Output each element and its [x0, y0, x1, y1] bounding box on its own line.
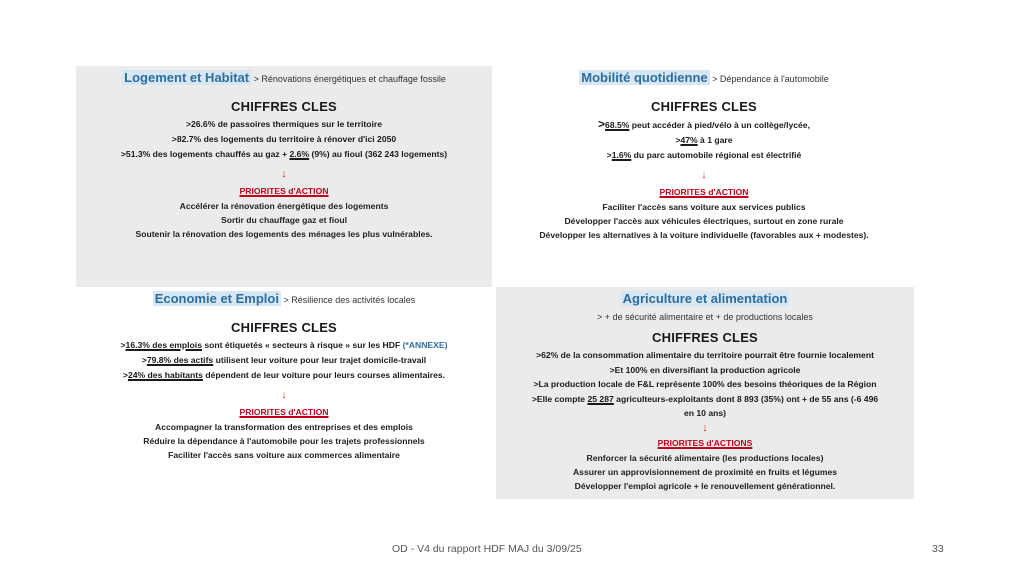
agriculture-stat-4: >Elle compte 25 287 agriculteurs-exploitants dont 8 893 (35%) ont + de 55 ans (-6 496 [531, 393, 879, 404]
panel-mobilite [496, 66, 912, 287]
panel-agriculture [496, 287, 914, 499]
agriculture-stat-4-cont: en 10 ans) [683, 408, 727, 418]
panel-economie [76, 287, 492, 502]
panel-logement [76, 66, 492, 287]
agriculture-stats [496, 348, 914, 421]
logement-action-2: Sortir du chauffage gaz et fioul [220, 215, 348, 225]
logement-stat-3: >51.3% des logements chauffés au gaz + 2.6% (9%) au fioul (362 243 logements) [120, 149, 448, 159]
mobilite-priorites-heading: PRIORITES d'ACTION [659, 187, 749, 197]
economie-stat-2: >79.8% des actifs utilisent leur voiture pour leur trajet domicile-travail [141, 355, 427, 365]
economie-subtitle: > Résilience des activités locales [280, 295, 416, 305]
logement-stat-2: >82.7% des logements du territoire à rénover d'ici 2050 [171, 134, 397, 144]
agriculture-action-2: Assurer un approvisionnement de proximité en fruits et légumes [572, 466, 838, 477]
logement-action-1: Accélérer la rénovation énergétique des logements [179, 201, 389, 211]
logement-priorites-heading: PRIORITES d'ACTION [239, 186, 329, 196]
mobilite-action-3: Développer les alternatives à la voiture individuelle (favorables aux + modestes). [539, 230, 869, 240]
economie-action-1: Accompagner la transformation des entreprises et des emplois [155, 422, 413, 432]
economie-action-3: Faciliter l'accès sans voiture aux commerces alimentaire [168, 450, 400, 460]
mobilite-stat-1: >68.5% peut accéder à pied/vélo à un collège/lycée, [598, 117, 810, 131]
down-arrow-icon: ↓ [702, 421, 708, 434]
agriculture-subtitle: > + de sécurité alimentaire et + de productions locales [597, 312, 813, 322]
logement-stat-1: >26.6% de passoires thermiques sur le territoire [185, 119, 383, 129]
logement-action-3: Soutenir la rénovation des logements des ménages les plus vulnérables. [135, 229, 433, 239]
agriculture-chiffres-heading: CHIFFRES CLES [652, 330, 758, 345]
economie-stats [76, 338, 492, 383]
agriculture-stat-3: >La production locale de F&L représente 100% des besoins théoriques de la Région [533, 379, 877, 389]
agriculture-action-3: Développer l'emploi agricole + le renouvellement générationnel. [574, 480, 836, 491]
mobilite-action-1: Faciliter l'accès sans voiture aux services publics [602, 202, 806, 212]
economie-chiffres-heading: CHIFFRES CLES [231, 320, 337, 335]
agriculture-action-1: Renforcer la sécurité alimentaire (les productions locales) [586, 452, 824, 463]
economie-priorites-heading: PRIORITES d'ACTION [239, 407, 329, 417]
down-arrow-icon: ↓ [281, 389, 287, 401]
mobilite-title: Mobilité quotidienne [581, 70, 708, 85]
mobilite-actions [496, 200, 912, 242]
logement-title: Logement et Habitat [124, 70, 250, 85]
annexe-link: (*ANNEXE) [402, 340, 448, 350]
mobilite-chiffres-heading: CHIFFRES CLES [651, 99, 757, 114]
logement-stats [76, 117, 492, 162]
agriculture-priorites-heading: PRIORITES d'ACTIONS [657, 437, 753, 448]
economie-action-2: Réduire la dépendance à l'automobile pour les trajets professionnels [143, 436, 425, 446]
agriculture-stat-1: >62% de la consommation alimentaire du territoire pourrait être fournie localement [536, 350, 874, 360]
economie-actions [76, 420, 492, 462]
logement-subtitle: > Rénovations énergétiques et chauffage fossile [251, 74, 446, 84]
mobilite-stat-2: >47% à 1 gare [675, 135, 733, 145]
agriculture-actions [496, 451, 914, 493]
economie-title: Economie et Emploi [154, 291, 279, 306]
footer-text: OD - V4 du rapport HDF MAJ du 3/09/25 [392, 543, 582, 555]
mobilite-action-2: Développer l'accès aux véhicules électriques, surtout en zone rurale [564, 216, 844, 226]
down-arrow-icon: ↓ [701, 169, 707, 181]
agriculture-stat-2: >Et 100% en diversifiant la production agricole [609, 364, 801, 375]
down-arrow-icon: ↓ [281, 168, 287, 180]
logement-actions [76, 199, 492, 241]
page-number: 33 [932, 543, 944, 555]
economie-stat-3: >24% des habitants dépendent de leur voiture pour leurs courses alimentaires. [122, 370, 446, 380]
mobilite-subtitle: > Dépendance à l'automobile [709, 74, 829, 84]
economie-stat-1: >16.3% des emplois sont étiquetés « secteurs à risque » sur les HDF (*ANNEXE) [120, 340, 448, 350]
mobilite-stat-3: >1.6% du parc automobile régional est électrifié [606, 150, 802, 160]
agriculture-title: Agriculture et alimentation [622, 291, 788, 306]
logement-chiffres-heading: CHIFFRES CLES [231, 99, 337, 114]
mobilite-stats [496, 117, 912, 163]
